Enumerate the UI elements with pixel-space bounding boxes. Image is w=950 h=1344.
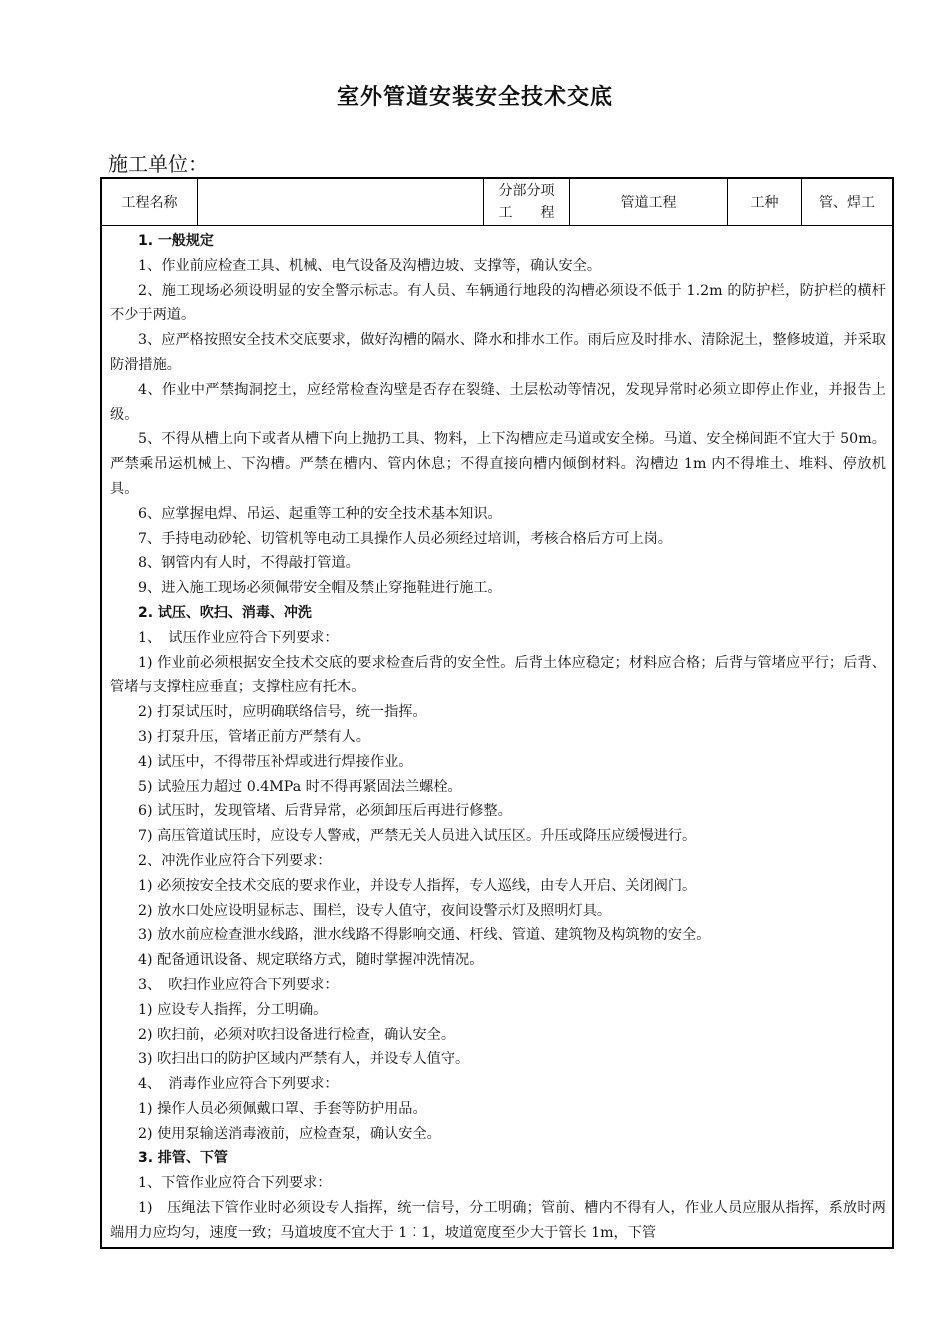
paragraph: 8、钢管内有人时，不得敲打管道。 (138, 555, 360, 572)
section-heading: 1. 一般规定 (138, 233, 214, 249)
paragraph: 2、冲洗作业应符合下列要求： (138, 852, 332, 869)
sub-project-label-line1: 分部分项 (498, 183, 555, 199)
paragraph: 3) 吹扫出口的防护区域内严禁有人，并设专人值守。 (138, 1051, 470, 1068)
paragraph: 4) 试压中，不得带压补焊或进行焊接作业。 (138, 753, 413, 770)
paragraph: 2) 吹扫前，必须对吹扫设备进行检查，确认安全。 (138, 1026, 456, 1043)
project-name-value (198, 179, 484, 225)
paragraph: 2、施工现场必须设明显的安全警示标志。有人员、车辆通行地段的沟槽必须设不低于 1.2m 的防护栏，防护栏的横杆不少于两道。 (110, 282, 886, 324)
sub-project-label (484, 179, 570, 225)
table-header-row (102, 179, 892, 226)
sub-project-value: 管道工程 (570, 179, 728, 225)
paragraph: 1) 压绳法下管作业时必须设专人指挥，统一信号，分工明确；管前、槽内不得有人，作业人员应服从指挥，系放时两端用力应均匀，速度一致；马道坡度不宜大于 1︰1，坡道宽度至少大于管长 1m，下管 (110, 1200, 886, 1241)
paragraph: 5) 试验压力超过 0.4MPa 时不得再紧固法兰螺栓。 (138, 778, 462, 795)
disclosure-table (100, 177, 894, 1249)
document-title: 室外管道安装安全技术交底 (336, 85, 613, 110)
paragraph: 3、 吹扫作业应符合下列要求： (138, 976, 339, 993)
project-name-label: 工程名称 (102, 179, 198, 225)
paragraph: 3) 打泵升压，管堵正前方严禁有人。 (138, 728, 370, 745)
trade-label: 工种 (728, 179, 802, 225)
sub-project-label-line2: 工 程 (498, 205, 555, 221)
paragraph: 6) 试压时，发现管堵、后背异常，必须卸压后再进行修整。 (138, 803, 512, 820)
construction-unit-label: 施工单位： (108, 152, 208, 176)
section-heading: 3. 排管、下管 (138, 1150, 228, 1167)
paragraph: 1、作业前应检查工具、机械、电气设备及沟槽边坡、支撑等，确认安全。 (138, 257, 602, 274)
paragraph: 6、应掌握电焊、吊运、起重等工种的安全技术基本知识。 (138, 505, 502, 522)
trade-value: 管、焊工 (819, 195, 875, 211)
paragraph: 4、作业中严禁掏洞挖土，应经常检查沟壁是否存在裂缝、土层松动等情况，发现异常时必须立即停止作业，并报告上级。 (110, 381, 886, 423)
paragraph: 3、应严格按照安全技术交底要求，做好沟槽的隔水、降水和排水工作。雨后应及时排水、清除泥土，整修坡道，并采取防滑措施。 (110, 332, 886, 373)
paragraph: 2) 打泵试压时，应明确联络信号，统一指挥。 (138, 704, 427, 721)
paragraph: 2) 使用泵输送消毒液前，应检查泵，确认安全。 (138, 1125, 441, 1142)
section-heading: 2. 试压、吹扫、消毒、冲洗 (138, 604, 312, 621)
paragraph: 1) 必须按安全技术交底的要求作业，并设专人指挥，专人巡线，由专人开启、关闭阀门。 (138, 877, 697, 894)
paragraph: 4、 消毒作业应符合下列要求： (138, 1076, 339, 1093)
paragraph: 7、手持电动砂轮、切管机等电动工具操作人员必须经过培训，考核合格后方可上岗。 (138, 530, 672, 547)
paragraph: 1、下管作业应符合下列要求： (138, 1175, 332, 1192)
paragraph: 3) 放水前应检查泄水线路，泄水线路不得影响交通、杆线、管道、建筑物及构筑物的安全。 (138, 927, 711, 944)
paragraph: 1) 作业前必须根据安全技术交底的要求检查后背的安全性。后背土体应稳定；材料应合格；后背与管堵应平行；后背、管堵与支撑柱应垂直；支撑柱应有托木。 (110, 654, 886, 696)
paragraph: 7) 高压管道试压时，应设专人警戒，严禁无关人员进入试压区。升压或降压应缓慢进行。 (138, 828, 697, 845)
paragraph: 1、 试压作业应符合下列要求： (138, 629, 339, 646)
paragraph: 9、进入施工现场必须佩带安全帽及禁止穿拖鞋进行施工。 (138, 580, 502, 597)
paragraph: 4) 配备通讯设备、规定联络方式，随时掌握冲洗情况。 (138, 952, 484, 969)
paragraph: 5、不得从槽上向下或者从槽下向上抛扔工具、物料，上下沟槽应走马道或安全梯。马道、安全梯间距不宜大于 50m。严禁乘吊运机械上、下沟槽。严禁在槽内、管内休息；不得直接向槽内倾倒材料。沟槽边 1m 内不得堆土、堆料、停放机具。 (110, 431, 886, 497)
paragraph: 1) 应设专人指挥，分工明确。 (138, 1001, 328, 1018)
paragraph: 1) 操作人员必须佩戴口罩、手套等防护用品。 (138, 1100, 427, 1117)
disclosure-content (110, 229, 886, 1246)
paragraph: 2) 放水口处应设明显标志、围栏，设专人值守，夜间设警示灯及照明灯具。 (138, 902, 612, 919)
